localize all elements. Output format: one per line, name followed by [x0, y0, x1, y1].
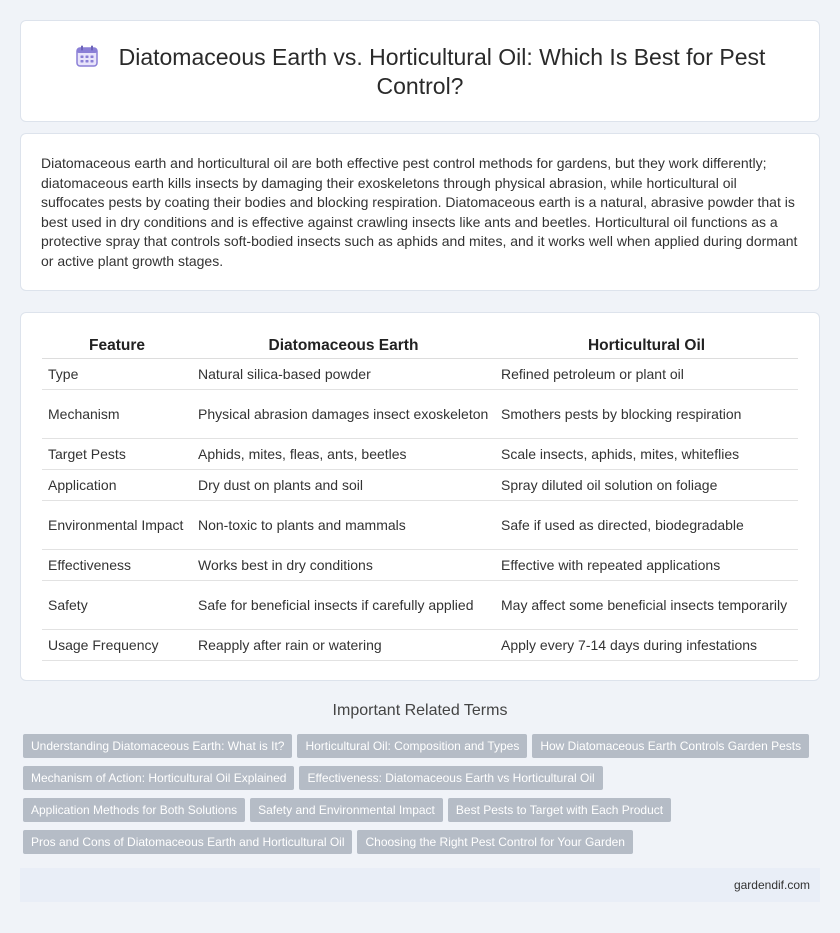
related-term-tag[interactable]: Understanding Diatomaceous Earth: What is It? — [23, 734, 292, 758]
diatomaceous-cell: Physical abrasion damages insect exoskeleton — [192, 389, 495, 438]
oil-cell: Apply every 7-14 days during infestations — [495, 629, 798, 660]
table-row — [42, 549, 798, 580]
oil-cell: Refined petroleum or plant oil — [495, 358, 798, 389]
related-term-tag[interactable]: Choosing the Right Pest Control for Your Garden — [357, 830, 633, 854]
oil-cell: Safe if used as directed, biodegradable — [495, 500, 798, 549]
header-horticultural-oil: Horticultural Oil — [495, 335, 798, 358]
comparison-card — [20, 312, 820, 681]
diatomaceous-cell: Aphids, mites, fleas, ants, beetles — [192, 438, 495, 469]
tag-row — [23, 798, 823, 830]
tag-row — [23, 830, 823, 862]
tag-row — [23, 734, 823, 766]
feature-cell: Target Pests — [42, 438, 192, 469]
table-row — [42, 389, 798, 438]
table-header-row — [42, 335, 798, 358]
table-row — [42, 500, 798, 549]
diatomaceous-cell: Natural silica-based powder — [192, 358, 495, 389]
related-term-tag[interactable]: Safety and Environmental Impact — [250, 798, 443, 822]
diatomaceous-cell: Works best in dry conditions — [192, 549, 495, 580]
feature-cell: Safety — [42, 580, 192, 629]
feature-cell: Effectiveness — [42, 549, 192, 580]
related-terms-heading: Important Related Terms — [332, 702, 508, 719]
oil-cell: May affect some beneficial insects temporarily — [495, 580, 798, 629]
page-title-text: Diatomaceous Earth vs. Horticultural Oil: Which Is Best for Pest Control? — [118, 44, 766, 99]
related-term-tag[interactable]: Effectiveness: Diatomaceous Earth vs Horticultural Oil — [299, 766, 602, 790]
oil-cell: Smothers pests by blocking respiration — [495, 389, 798, 438]
intro-card — [20, 133, 820, 291]
header-feature: Feature — [42, 335, 192, 358]
related-term-tag[interactable]: Pros and Cons of Diatomaceous Earth and Horticultural Oil — [23, 830, 352, 854]
page-title — [61, 43, 779, 101]
table-row — [42, 358, 798, 389]
header-diatomaceous-earth: Diatomaceous Earth — [192, 335, 495, 358]
related-term-tag[interactable]: Best Pests to Target with Each Product — [448, 798, 671, 822]
footer-site-link[interactable]: gardendif.com — [733, 878, 810, 892]
oil-cell: Scale insects, aphids, mites, whiteflies — [495, 438, 798, 469]
table-row — [42, 438, 798, 469]
intro-paragraph: Diatomaceous earth and horticultural oil are both effective pest control methods for gardens, but they work differently; diatomaceous earth kills insects by damaging their exoskeletons through physical abrasion, while horticultural oil suffocates pests by coating their bodies and blocking respiration. Diatomaceous earth is a natural, abrasive powder that is best used in dry conditions and is effective against crawling insects like ants and beetles. Horticultural oil functions as a protective spray that controls soft-bodied insects such as aphids and mites, and it works well when applied during dormant or active plant growth stages. — [41, 155, 798, 269]
diatomaceous-cell: Non-toxic to plants and mammals — [192, 500, 495, 549]
header-card — [20, 20, 820, 122]
related-term-tag[interactable]: How Diatomaceous Earth Controls Garden Pests — [532, 734, 809, 758]
diatomaceous-cell: Safe for beneficial insects if carefully applied — [192, 580, 495, 629]
feature-cell: Usage Frequency — [42, 629, 192, 660]
oil-cell: Effective with repeated applications — [495, 549, 798, 580]
calendar-icon — [75, 44, 99, 68]
oil-cell: Spray diluted oil solution on foliage — [495, 469, 798, 500]
footer — [20, 868, 820, 902]
feature-cell: Mechanism — [42, 389, 192, 438]
related-term-tag[interactable]: Mechanism of Action: Horticultural Oil Explained — [23, 766, 294, 790]
tag-row — [23, 766, 823, 798]
feature-cell: Type — [42, 358, 192, 389]
diatomaceous-cell: Reapply after rain or watering — [192, 629, 495, 660]
table-row — [42, 580, 798, 629]
table-row — [42, 469, 798, 500]
feature-cell: Application — [42, 469, 192, 500]
table-row — [42, 629, 798, 660]
related-term-tag[interactable]: Application Methods for Both Solutions — [23, 798, 245, 822]
feature-cell: Environmental Impact — [42, 500, 192, 549]
related-term-tag[interactable]: Horticultural Oil: Composition and Types — [297, 734, 527, 758]
comparison-table — [42, 335, 798, 661]
related-terms-list — [23, 734, 823, 862]
diatomaceous-cell: Dry dust on plants and soil — [192, 469, 495, 500]
